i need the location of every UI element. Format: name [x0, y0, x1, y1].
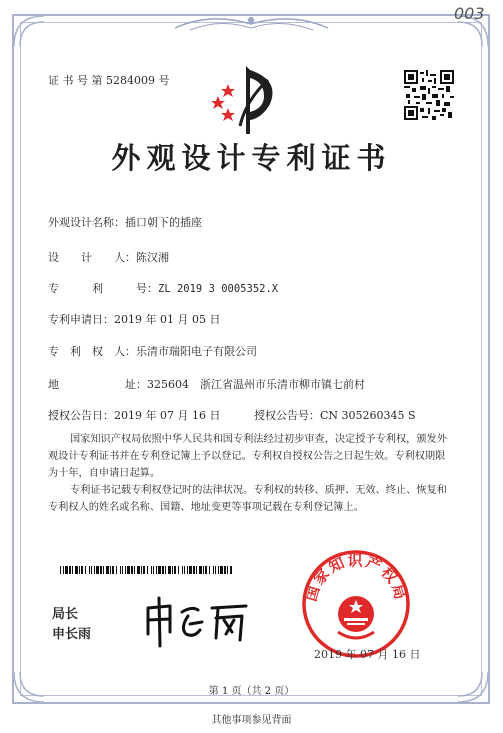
svg-text:国家知识产权局 — [302, 552, 410, 604]
document-title: 外观设计专利证书 — [111, 141, 392, 175]
patent-number-label: 专 利 号： — [48, 282, 158, 295]
filing-date-label: 专利申请日： — [48, 313, 114, 326]
barcode-icon — [60, 566, 232, 574]
top-ornament-icon — [170, 10, 333, 34]
designer-row — [48, 249, 169, 265]
grant-number-row — [254, 407, 416, 423]
certificate-number: 证 书 号 第 5284009 号 — [48, 74, 170, 87]
address-label: 地 址： — [48, 378, 147, 391]
legal-status-paragraph: 专利证书记载专利权登记时的法律状况。专利权的转移、质押、无效、终止、恢复和专利权人的姓名或名称、国籍、地址变更等事项记载在专利登记簿上。 — [48, 485, 447, 513]
design-name-row — [48, 214, 202, 230]
grant-date-value: 2019 年 07 月 16 日 — [114, 409, 221, 422]
patent-number-value: ZL 2019 3 0005352.X — [158, 283, 279, 295]
seal-text: 国家知识产权局 — [301, 551, 411, 604]
designer-label: 设 计 人： — [48, 251, 136, 264]
grant-date-label: 授权公告日： — [48, 409, 114, 422]
official-seal-icon — [300, 548, 412, 660]
director-name: 申长雨 — [52, 627, 92, 642]
design-name-label: 外观设计名称： — [48, 216, 125, 229]
footer-note: 其他事项参见背面 — [211, 715, 292, 726]
director-signature-icon — [140, 594, 255, 650]
address-row — [48, 376, 365, 392]
page-number: 第 1 页（共 2 页） — [208, 686, 295, 697]
filing-date-row — [48, 311, 220, 327]
corner-ornament-icon — [12, 14, 46, 48]
owner-label: 专 利 权 人： — [48, 345, 136, 358]
address-value: 325604 浙江省温州市乐清市柳市镇七前村 — [147, 378, 365, 391]
owner-row — [48, 343, 257, 359]
owner-value: 乐清市瑞阳电子有限公司 — [136, 345, 257, 358]
design-name-value: 插口朝下的插座 — [125, 216, 202, 229]
patent-number-row — [48, 280, 278, 296]
filing-date-value: 2019 年 01 月 05 日 — [114, 313, 221, 326]
qr-code-icon — [404, 70, 454, 120]
seal-date: 2019 年 07 月 16 日 — [314, 648, 421, 661]
grant-date-row — [48, 407, 220, 423]
designer-value: 陈汉湘 — [136, 251, 169, 264]
director-title: 局长 — [52, 607, 79, 622]
grant-number-label: 授权公告号： — [254, 409, 320, 422]
grant-statement-paragraph: 国家知识产权局依照中华人民共和国专利法经过初步审查，决定授予专利权，颁发外观设计专利证书并在专利登记簿上予以登记。专利权自授权公告之日起生效。专利权期限为十年，自申请日起算。 — [48, 434, 447, 479]
grant-number-value: CN 305260345 S — [320, 409, 416, 422]
handwritten-mark: 003 — [454, 4, 485, 23]
patent-office-logo-icon — [206, 60, 286, 138]
